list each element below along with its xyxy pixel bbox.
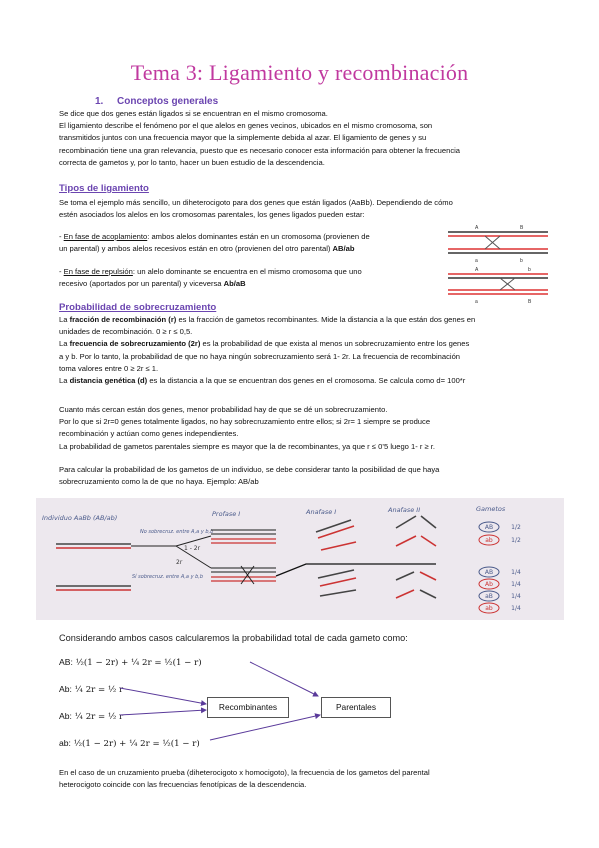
text-line: El ligamiento describe el fenómeno por el que alelos en genes vecinos, ubicados en el mismo cromosoma, son [59,121,433,131]
repulsion-chromosome-diagram [440,264,555,306]
genotype-code: AB/ab [332,244,355,254]
term-acoplamiento: En fase de acoplamiento [63,232,148,241]
label-gametos: Gametos [476,505,506,513]
term-repulsion: En fase de repulsión [63,267,133,276]
eq-label: AB: [59,657,73,667]
text-line: Se dice que dos genes están ligados si se encuentran en el mismo cromosoma. [59,109,328,118]
gamete-label: AB [484,569,494,576]
page-title: Tema 3: Ligamiento y recombinación [130,60,469,85]
cercania-paragraph [59,404,544,453]
label-si-sobrecruz: Sí sobrecruz. entre A,a y b,b [132,574,204,580]
text-line: Se toma el ejemplo más sencillo, un diheterocigoto para dos genes que están ligados (AaBb). Dependiendo de cómo [59,198,453,207]
text-line: La probabilidad de gametos parentales siempre es mayor que la de recombinantes, ya que r ≤ 0’5 luego 1- r ≥ r. [59,441,436,451]
label-anafase1: Anafase I [306,508,337,516]
text-line: correcta de gametos y, por lo tanto, hacer un buen estudio de la descendencia. [59,157,325,167]
tipos-paragraph [59,197,544,221]
gamete-label: ab [485,605,493,612]
flow-arrows [0,640,599,760]
eq-expr: ½(1 − 2r) + ¼ 2r = ½(1 − r) [75,658,202,668]
term-fraccion: fracción de recombinación (r) [69,315,177,324]
svg-text:B: B [520,225,524,231]
eq-expr: ¼ 2r = ½ r [74,712,124,722]
text-line: En el caso de un cruzamiento prueba (diheterocigoto x homocigoto), la frecuencia de los gametos del parental [59,768,430,777]
label-1-2r: 1 - 2r [184,545,201,552]
text-line: heterocigoto coincide con las frecuencias fenotípicas de la descendencia. [59,780,307,790]
svg-text:a: a [475,258,478,264]
svg-text:b: b [528,267,531,273]
text: es la distancia a la que se encuentran dos genes en el cromosoma. Se calcula como d= 100*r [147,376,466,386]
eq-label: ab: [59,738,71,748]
gamete-label: ab [485,537,493,544]
eq-label: Ab: [59,684,72,694]
text-line: a y b. Por lo tanto, la probabilidad de que no haya ningún sobrecruzamiento será 1- 2r. La frecuencia de recombinación [59,351,461,361]
svg-text:A: A [475,267,479,273]
bullet: - [59,267,64,276]
gamete-frac: 1/4 [511,593,521,600]
text: La [59,376,70,386]
svg-text:A: A [475,225,479,231]
heading-probabilidad: Probabilidad de sobrecruzamiento [59,302,217,313]
section-title: Conceptos generales [117,96,219,107]
text: es la probabilidad de que exista al menos un sobrecruzamiento entre los genes [200,339,470,349]
text-line: toma valores entre 0 ≥ 2r ≤ 1. [59,363,159,373]
gamete-label: aB [485,593,493,600]
label-profase: Profase I [212,510,241,518]
bullet: - [59,232,64,241]
label-individuo: Individuo AaBb (AB/ab) [42,514,118,522]
eq-expr: ½(1 − 2r) + ¼ 2r = ½(1 − r) [73,739,200,749]
text-line: sobrecruzamiento como la de que no haya. Ejemplo: AB/ab [59,477,259,487]
conclusion-text: Considerando ambos casos calcularemos la probabilidad total de cada gameto como: [59,633,408,643]
gamete-frac: 1/4 [511,581,521,588]
probabilidad-paragraph [59,314,544,387]
acoplamiento-chromosome-diagram [440,222,555,264]
text-line: Para calcular la probabilidad de los gametos de un individuo, se debe considerar tanto la posibilidad de que haya [59,465,440,474]
text-line: transmitidos juntos con una frecuencia mayor que la simplemente debida al azar. El ligamiento de genes y su [59,133,427,143]
calculo-paragraph [59,464,544,488]
gamete-frac: 1/2 [511,524,521,531]
text: es la fracción de gametos recombinantes. Mide la distancia a la que están dos genes en [176,315,476,324]
eq-expr: ¼ 2r = ½ r [74,685,124,695]
final-paragraph [59,767,549,791]
term-frecuencia: frecuencia de sobrecruzamiento (2r) [69,339,201,349]
acoplamiento-item [59,231,439,255]
repulsion-item [59,266,439,290]
text: La [59,339,70,349]
label-no-sobrecruz: No sobrecruz. entre A,a y b,b [140,529,214,535]
term-distancia: distancia genética (d) [69,376,148,386]
gamete-frac: 1/4 [511,569,521,576]
text-line: recombinación y actúan como genes independientes. [59,429,239,439]
section-number: 1. [95,96,104,107]
box-recombinantes: Recombinantes [207,697,289,718]
label-2r: 2r [176,559,183,566]
text: La [59,315,70,324]
genotype-code: Ab/aB [223,279,246,289]
text: un parental) y ambos alelos recesivos están en otro (provienen del otro parental) [59,244,333,254]
text: : un alelo dominante se encuentra en el mismo cromosoma que uno [132,267,362,276]
text-line: estén asociados los alelos en los cromosomas parentales, los genes ligados pueden estar: [59,210,365,220]
box-parentales: Parentales [321,697,391,718]
text-line: Por lo que si 2r=0 genes totalmente ligados, no hay sobrecruzamiento entre ellos; si 2r= 1 siempre se produce [59,417,431,427]
svg-text:b: b [520,258,523,264]
svg-text:a: a [475,299,478,305]
eq-label: Ab: [59,711,72,721]
text-line: unidades de recombinación. 0 ≥ r ≤ 0,5. [59,327,193,337]
svg-text:B: B [528,299,532,305]
gamete-label: AB [484,524,494,531]
text: : ambos alelos dominantes están en un cromosoma (provienen de [147,232,370,241]
meiosis-handdrawn-diagram [36,498,564,620]
conceptos-paragraph [59,108,544,169]
text: recesivo (aportados por un parental) y viceversa [59,279,224,289]
heading-tipos: Tipos de ligamiento [59,183,149,194]
section-heading-conceptos [95,96,218,107]
label-anafase2: Anafase II [388,506,421,514]
text-line: recombinación tiene una gran relevancia, puesto que es necesario conocer esta información para obtener la frecuencia [59,145,461,155]
gamete-label: Ab [485,581,493,588]
gamete-frac: 1/2 [511,537,521,544]
gamete-frac: 1/4 [511,605,521,612]
text-line: Cuanto más cercan están dos genes, menor probabilidad hay de que se dé un sobrecruzamiento. [59,405,388,414]
